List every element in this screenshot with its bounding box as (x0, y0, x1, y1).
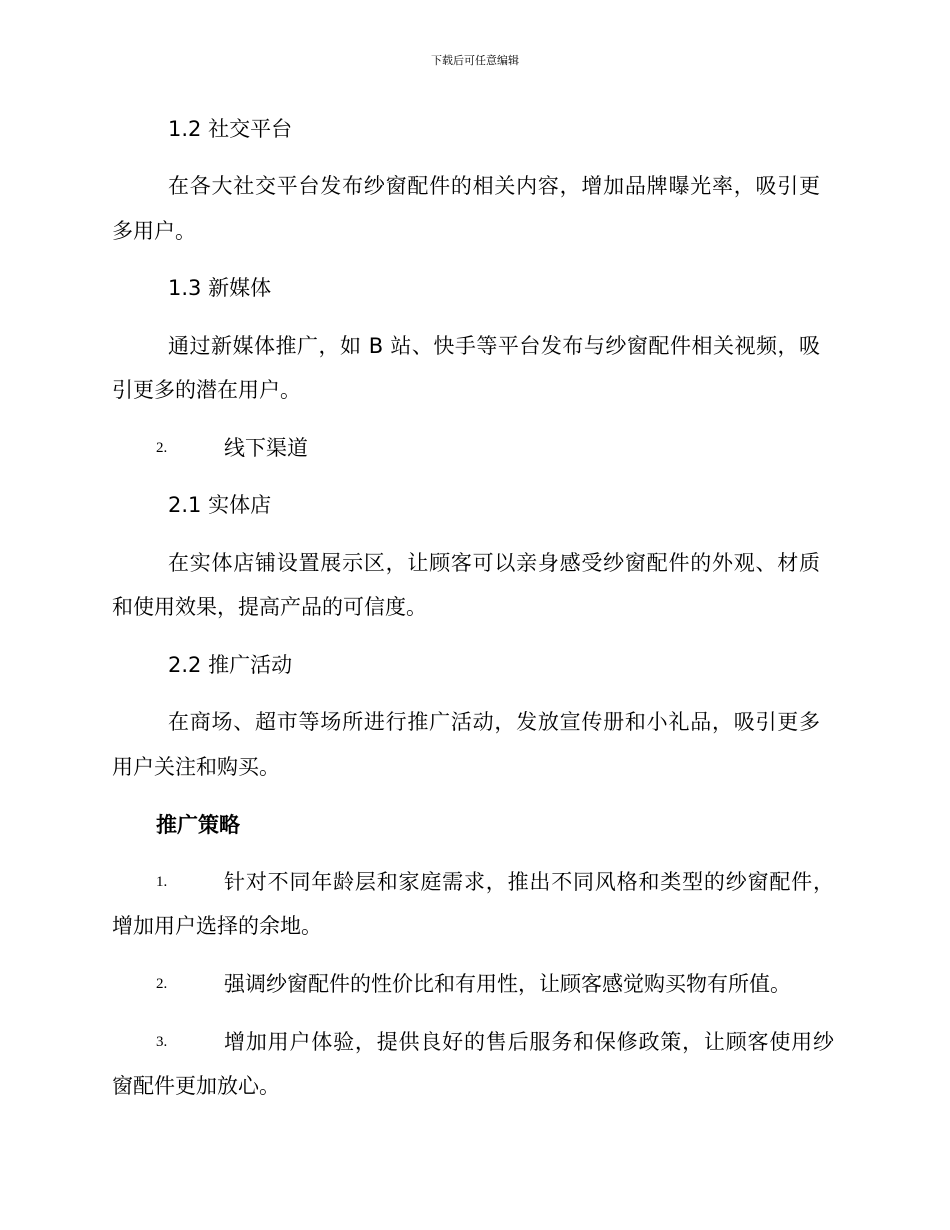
paragraph-1-3-line-1: 通过新媒体推广，如 B 站、快手等平台发布与纱窗配件相关视频，吸 (168, 334, 820, 358)
strategy-item-1-line-2: 增加用户选择的余地。 (112, 914, 322, 938)
paragraph-2-1-line-2: 和使用效果，提高产品的可信度。 (112, 595, 427, 619)
paragraph-1-3-line-2: 引更多的潜在用户。 (112, 378, 301, 402)
paragraph-2-2-line-2: 用户关注和购买。 (112, 755, 280, 779)
strategy-item-3-line-2: 窗配件更加放心。 (112, 1074, 280, 1098)
strategy-item-2-number: 2. (156, 976, 168, 992)
heading-2: 线下渠道 (224, 436, 308, 460)
strategy-item-3-line-1: 增加用户体验，提供良好的售后服务和保修政策，让顾客使用纱 (224, 1030, 834, 1054)
strategy-item-1-line-1: 针对不同年龄层和家庭需求，推出不同风格和类型的纱窗配件， (224, 870, 834, 894)
section-2-number: 2. (156, 440, 168, 456)
heading-2-1: 2.1 实体店 (168, 493, 272, 517)
heading-1-3: 1.3 新媒体 (168, 276, 272, 300)
strategy-item-3-number: 3. (156, 1034, 168, 1050)
paragraph-1-2-line-1: 在各大社交平台发布纱窗配件的相关内容，增加品牌曝光率，吸引更 (168, 174, 820, 198)
strategy-item-2-line-1: 强调纱窗配件的性价比和有用性，让顾客感觉购买物有所值。 (224, 972, 791, 996)
heading-1-2: 1.2 社交平台 (168, 117, 293, 141)
page-header: 下载后可任意编辑 (431, 54, 519, 67)
paragraph-2-1-line-1: 在实体店铺设置展示区，让顾客可以亲身感受纱窗配件的外观、材质 (168, 551, 820, 575)
strategy-heading: 推广策略 (156, 813, 240, 837)
strategy-item-1-number: 1. (156, 874, 168, 890)
paragraph-1-2-line-2: 多用户。 (112, 219, 196, 243)
heading-2-2: 2.2 推广活动 (168, 653, 293, 677)
paragraph-2-2-line-1: 在商场、超市等场所进行推广活动，发放宣传册和小礼品，吸引更多 (168, 710, 820, 734)
